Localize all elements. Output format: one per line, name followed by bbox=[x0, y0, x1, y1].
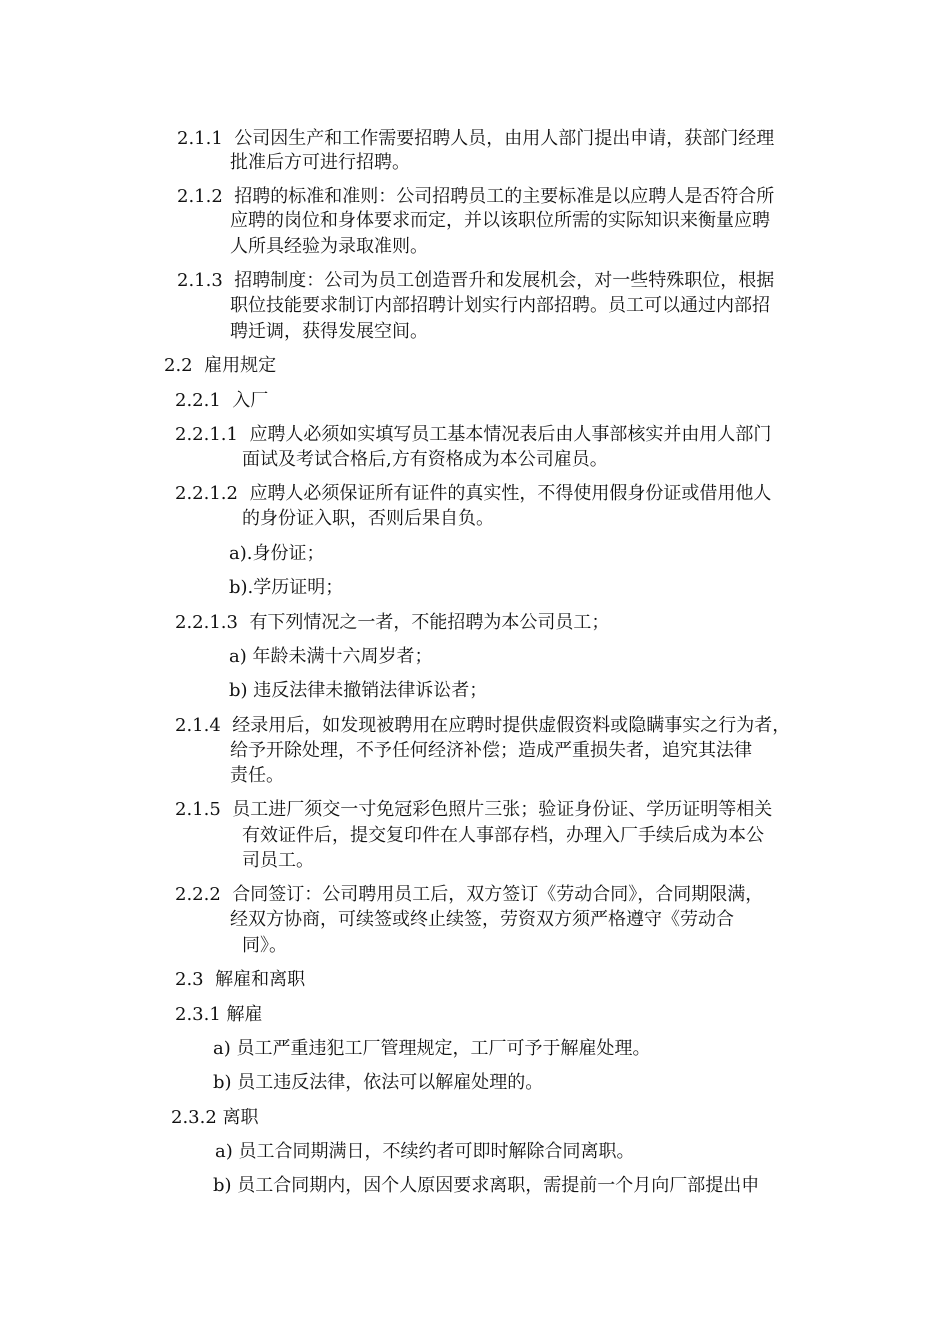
section-2-1-4-line-2: 给予开除处理，不予任何经济补偿；造成严重损失者，追究其法律 bbox=[230, 740, 752, 761]
list-item-dismiss-law: b) 员工违反法律，依法可以解雇处理的。 bbox=[213, 1072, 544, 1093]
list-item-education: b).学历证明； bbox=[229, 577, 344, 598]
section-2-3-2 bbox=[171, 1107, 259, 1129]
section-2-2-1-3 bbox=[175, 612, 609, 634]
section-text: 招聘的标准和准则：公司招聘员工的主要标准是以应聘人是否符合所 bbox=[234, 186, 775, 207]
section-text: 员工进厂须交一寸免冠彩色照片三张；验证身份证、学历证明等相关 bbox=[232, 799, 773, 820]
section-2-1-5-line-3: 司员工。 bbox=[242, 850, 314, 871]
section-number: 2.2.1.2 bbox=[175, 483, 238, 504]
section-text: 雇用规定 bbox=[204, 355, 277, 376]
section-2-2-1 bbox=[175, 390, 268, 412]
section-2-1-1-line-2: 批准后方可进行招聘。 bbox=[230, 152, 410, 173]
section-2-3-1 bbox=[175, 1004, 263, 1026]
section-number: 2.1.2 bbox=[177, 186, 223, 207]
section-text: 招聘制度：公司为员工创造晋升和发展机会，对一些特殊职位，根据 bbox=[234, 270, 775, 291]
section-number: 2.1.1 bbox=[177, 128, 223, 149]
section-number: 2.2.1.3 bbox=[175, 612, 238, 633]
section-2-2-2-line-2: 经双方协商，可续签或终止续签，劳资双方须严格遵守《劳动合 bbox=[230, 909, 734, 930]
section-2-1-2 bbox=[177, 186, 774, 208]
section-number: 2.1.3 bbox=[177, 270, 223, 291]
section-text: 有下列情况之一者，不能招聘为本公司员工； bbox=[249, 612, 610, 633]
section-2-1-3 bbox=[177, 270, 774, 292]
section-number: 2.1.4 bbox=[175, 715, 221, 736]
section-2-1-3-line-3: 聘迁调，获得发展空间。 bbox=[230, 321, 428, 342]
section-2-2-1-2-line-2: 的身份证入职，否则后果自负。 bbox=[242, 508, 494, 529]
section-text: 应聘人必须保证所有证件的真实性，不得使用假身份证或借用他人 bbox=[249, 483, 772, 504]
section-number: 2.3.1 bbox=[175, 1004, 221, 1025]
section-2-1-5-line-2: 有效证件后，提交复印件在人事部存档，办理入厂手续后成为本公 bbox=[242, 825, 764, 846]
section-text: 应聘人必须如实填写员工基本情况表后由人事部核实并由用人部门 bbox=[249, 424, 772, 445]
section-number: 2.2.2 bbox=[175, 884, 221, 905]
list-item-id-card: a).身份证； bbox=[229, 543, 325, 564]
section-text: 解雇和离职 bbox=[215, 969, 306, 990]
section-2-1-4-line-3: 责任。 bbox=[230, 765, 284, 786]
section-2-1-1 bbox=[177, 128, 774, 150]
list-item-age: a) 年龄未满十六周岁者； bbox=[229, 646, 433, 667]
section-2-2-2 bbox=[175, 884, 763, 906]
section-text: 经录用后，如发现被聘用在应聘时提供虚假资料或隐瞒事实之行为者， bbox=[232, 715, 791, 736]
section-2-2-1-1-line-2: 面试及考试合格后,方有资格成为本公司雇员。 bbox=[242, 449, 608, 470]
section-2-2-2-line-3: 同》。 bbox=[242, 935, 287, 956]
section-number: 2.3.2 bbox=[171, 1107, 217, 1128]
section-number: 2.1.5 bbox=[175, 799, 221, 820]
section-2-1-2-line-3: 人所具经验为录取准则。 bbox=[230, 236, 428, 257]
section-text: 公司因生产和工作需要招聘人员，由用人部门提出申请，获部门经理 bbox=[234, 128, 775, 149]
section-number: 2.2.1 bbox=[175, 390, 221, 411]
section-text: 入厂 bbox=[232, 390, 269, 411]
list-item-contract-end: a) 员工合同期满日，不续约者可即时解除合同离职。 bbox=[215, 1141, 635, 1162]
list-item-dismiss-rule: a) 员工严重违犯工厂管理规定，工厂可予于解雇处理。 bbox=[213, 1038, 651, 1059]
section-2-2 bbox=[164, 355, 276, 377]
section-2-1-5 bbox=[175, 799, 772, 821]
section-2-1-3-line-2: 职位技能要求制订内部招聘计划实行内部招聘。员工可以通过内部招 bbox=[230, 295, 770, 316]
section-text: 解雇 bbox=[226, 1004, 263, 1025]
section-number: 2.2 bbox=[164, 355, 193, 376]
section-2-1-4 bbox=[175, 715, 790, 737]
section-2-3 bbox=[175, 969, 305, 991]
section-text: 合同签订：公司聘用员工后，双方签订《劳动合同》，合同期限满， bbox=[232, 884, 764, 905]
section-2-2-1-2 bbox=[175, 483, 771, 505]
section-2-2-1-1 bbox=[175, 424, 771, 446]
section-number: 2.2.1.1 bbox=[175, 424, 238, 445]
section-number: 2.3 bbox=[175, 969, 204, 990]
list-item-resign: b) 员工合同期内，因个人原因要求离职，需提前一个月向厂部提出申 bbox=[213, 1175, 760, 1196]
section-2-1-2-line-2: 应聘的岗位和身体要求而定，并以该职位所需的实际知识来衡量应聘 bbox=[230, 210, 770, 231]
list-item-lawsuit: b) 违反法律未撤销法律诉讼者； bbox=[229, 680, 488, 701]
section-text: 离职 bbox=[222, 1107, 259, 1128]
